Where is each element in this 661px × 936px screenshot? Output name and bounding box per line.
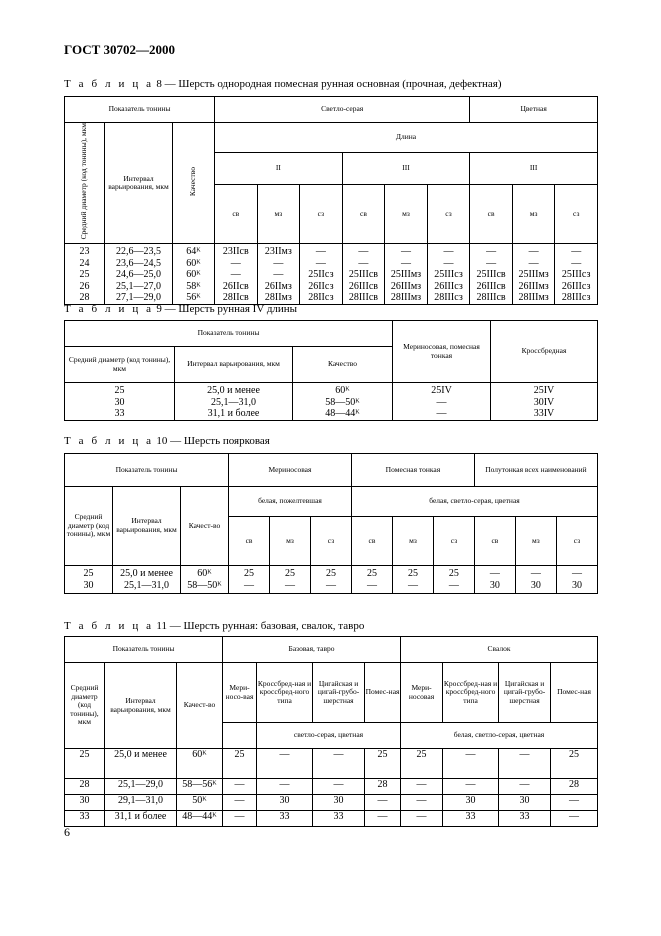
t11-cell-value: —	[551, 795, 598, 811]
t11-cell-quality: 50ᴷ	[177, 795, 223, 811]
t11-row	[65, 795, 598, 811]
t10-sub: св	[474, 517, 515, 566]
t11-h-interval: Интервал варьирования, мкм	[105, 663, 177, 749]
document-header: ГОСТ 30702—2000	[64, 42, 176, 57]
t11-cell-value: —	[401, 811, 443, 827]
t9-col-merino: 25IV — —	[393, 383, 491, 421]
t11-cell-value: —	[443, 779, 499, 795]
t11-cell-value: —	[313, 749, 365, 779]
t11-cell-interval: 31,1 и более	[105, 811, 177, 827]
t10-sub: сз	[310, 517, 351, 566]
t11-cell-value: —	[443, 749, 499, 779]
t11-cell-value: 30	[257, 795, 313, 811]
t11-cell-value: —	[257, 779, 313, 795]
t9-h-interval: Интервал варьирования, мкм	[175, 347, 293, 383]
t8-h-quality: Качество	[188, 166, 198, 196]
t11-cell-mean: 25	[65, 749, 105, 779]
t11-cell-value: —	[365, 795, 401, 811]
t11-cell-value: —	[551, 811, 598, 827]
t8-col: — — 25IIIсз 26IIIсз 28IIIсз	[427, 244, 470, 305]
t10-h-crossfine: Помесная тонкая	[351, 454, 474, 487]
t11-cell-value: —	[223, 795, 257, 811]
t10-col: — 30	[515, 566, 556, 594]
t11-cell-value: —	[257, 749, 313, 779]
t11-cell-value: 33	[499, 811, 551, 827]
t8-g-II: II	[215, 152, 343, 184]
t10-col: 25 —	[392, 566, 433, 594]
t10-col: 25 —	[229, 566, 270, 594]
t10-col: 25 —	[351, 566, 392, 594]
t11-h-index: Показатель тонины	[65, 637, 223, 663]
table-8-label: Т а б л и ц а	[64, 78, 154, 90]
t8-h-color: Цветная	[470, 97, 598, 123]
t8-col: — — 25IIIсз 26IIIсз 28IIIсз	[555, 244, 598, 305]
t11-h-pomes: Помес-ная	[365, 663, 401, 723]
t11-h-merino: Мери-носо-вая	[223, 663, 257, 723]
t9-col-quality: 60ᴷ 58—50ᴷ 48—44ᴷ	[293, 383, 393, 421]
t9-h-merino: Мериносовая, помесная тонкая	[393, 321, 491, 383]
table-9-label: Т а б л и ц а	[64, 303, 154, 315]
t8-col: — — 25IIIмз 26IIIмз 28IIIмз	[512, 244, 555, 305]
t10-h-semi: Полутонкая всех наименований	[474, 454, 597, 487]
t8-h-length: Длина	[215, 123, 598, 153]
table-10-caption	[64, 435, 270, 447]
t11-h-svalok: Свалок	[401, 637, 598, 663]
table-8	[64, 96, 598, 305]
t11-h-pomes2: Помес-ная	[551, 663, 598, 723]
t8-col: — — 25IIIмз 26IIIмз 28IIIмз	[385, 244, 428, 305]
t11-cell-value: 28	[365, 779, 401, 795]
t8-col-interval: 22,6—23,5 23,6—24,5 24,6—25,0 25,1—27,0 27,1—29,0	[105, 244, 173, 305]
t11-h-merino2: Мери-носовая	[401, 663, 443, 723]
t8-sub: св	[342, 184, 385, 243]
t10-h-mean: Средний диаметр (код тонины), мкм	[65, 487, 113, 566]
t9-col-mean: 25 30 33	[65, 383, 175, 421]
t11-cell-value: —	[313, 779, 365, 795]
t11-h-color1: светло-серая, цветная	[257, 723, 401, 749]
t8-sub: мз	[385, 184, 428, 243]
t9-h-index: Показатель тонины	[65, 321, 393, 347]
table-10	[64, 453, 598, 594]
table-9-title: 9 — Шерсть рунная IV длины	[156, 303, 298, 315]
t11-row	[65, 749, 598, 779]
t8-col: — — 25IIсз 26IIсз 28IIсз	[300, 244, 343, 305]
t8-g-III2: III	[470, 152, 598, 184]
t11-cell-value: —	[401, 795, 443, 811]
t11-cell-value: —	[223, 779, 257, 795]
t10-sub: сз	[433, 517, 474, 566]
t11-cell-value: 25	[551, 749, 598, 779]
t11-cell-interval: 29,1—31,0	[105, 795, 177, 811]
t8-col: 23IIмз — — 26IIмз 28IIмз	[257, 244, 300, 305]
t11-h-tsigai2: Цигайская и цигай-грубо-шерстная	[499, 663, 551, 723]
t8-h-interval: Интервал варьирования, мкм	[105, 123, 173, 244]
t11-cell-mean: 33	[65, 811, 105, 827]
t9-col-interval: 25,0 и менее 25,1—31,0 31,1 и более	[175, 383, 293, 421]
t11-cell-value: 25	[401, 749, 443, 779]
t10-h-merino: Мериносовая	[229, 454, 352, 487]
t10-h-quality: Качест-во	[181, 487, 229, 566]
t11-h-tsigai: Цигайская и цигай-грубо-шерстная	[313, 663, 365, 723]
t10-sub: св	[351, 517, 392, 566]
table-8-caption	[64, 78, 502, 90]
t11-row	[65, 779, 598, 795]
t10-sub: сз	[556, 517, 597, 566]
table-10-label: Т а б л и ц а	[64, 435, 154, 447]
t8-col-quality: 64ᴷ 60ᴷ 60ᴷ 58ᴷ 56ᴷ	[173, 244, 215, 305]
t10-col-interval: 25,0 и менее 25,1—31,0	[113, 566, 181, 594]
t10-col: 25 —	[433, 566, 474, 594]
t8-sub: мз	[257, 184, 300, 243]
t10-col: — 30	[474, 566, 515, 594]
t10-h-interval: Интервал варьирования, мкм	[113, 487, 181, 566]
t8-col: 23IIсв — — 26IIсв 28IIсв	[215, 244, 258, 305]
table-8-title: 8 — Шерсть однородная помесная рунная основная (прочная, дефектная)	[156, 78, 502, 90]
t11-h-mean: Средний диаметр (код тонины), мкм	[65, 663, 105, 749]
t11-h-crossbred: Кроссбред-ная и кроссбред-ного типа	[257, 663, 313, 723]
table-11-title: 11 — Шерсть рунная: базовая, свалок, тавро	[156, 620, 365, 632]
t11-cell-value: —	[499, 749, 551, 779]
t11-cell-value: 33	[443, 811, 499, 827]
t11-cell-value: 30	[313, 795, 365, 811]
t11-cell-mean: 28	[65, 779, 105, 795]
t9-h-quality: Качество	[293, 347, 393, 383]
t10-col: 25 —	[310, 566, 351, 594]
t11-cell-quality: 48—44ᴷ	[177, 811, 223, 827]
t10-h-index: Показатель тонины	[65, 454, 229, 487]
table-10-title: 10 — Шерсть поярковая	[156, 435, 270, 447]
t8-h-light: Светло-серая	[215, 97, 470, 123]
t11-h-base: Базовая, тавро	[223, 637, 401, 663]
t8-sub: сз	[555, 184, 598, 243]
t9-h-mean: Средний диаметр (код тонины), мкм	[65, 347, 175, 383]
t10-sub: мз	[392, 517, 433, 566]
t8-h-index: Показатель тонины	[65, 97, 215, 123]
t10-col-mean: 25 30	[65, 566, 113, 594]
t11-cell-value: 25	[365, 749, 401, 779]
t8-sub: св	[215, 184, 258, 243]
t11-row	[65, 811, 598, 827]
t11-cell-value: 30	[499, 795, 551, 811]
t10-col: 25 —	[270, 566, 311, 594]
t10-sub: мз	[515, 517, 556, 566]
table-11-label: Т а б л и ц а	[64, 620, 154, 632]
t10-sub: мз	[270, 517, 311, 566]
t11-cell-value: 25	[223, 749, 257, 779]
t11-cell-interval: 25,0 и менее	[105, 749, 177, 779]
t10-sub: св	[229, 517, 270, 566]
t10-col-quality: 60ᴷ 58—50ᴷ	[181, 566, 229, 594]
t10-h-white: белая, пожелтевшая	[229, 487, 352, 517]
t8-col: — — 25IIIсв 26IIIсв 28IIIсв	[470, 244, 513, 305]
t11-cell-value: 30	[443, 795, 499, 811]
t10-col: — 30	[556, 566, 597, 594]
t11-cell-value: —	[401, 779, 443, 795]
t9-h-cross: Кроссбредная	[491, 321, 598, 383]
t8-col: — — 25IIIсв 26IIIсв 28IIIсв	[342, 244, 385, 305]
t8-col-mean: 23 24 25 26 28	[65, 244, 105, 305]
t8-g-III1: III	[342, 152, 470, 184]
t11-cell-interval: 25,1—29,0	[105, 779, 177, 795]
t11-cell-quality: 58—56ᴷ	[177, 779, 223, 795]
t8-sub: сз	[427, 184, 470, 243]
t8-sub: св	[470, 184, 513, 243]
t11-cell-value: —	[499, 779, 551, 795]
table-11	[64, 636, 598, 827]
t8-h-mean: Средний диаметр (код тонины), мкм	[79, 123, 89, 240]
t11-cell-value: 33	[313, 811, 365, 827]
t11-cell-value: 28	[551, 779, 598, 795]
t11-cell-value: 33	[257, 811, 313, 827]
t11-cell-quality: 60ᴷ	[177, 749, 223, 779]
t9-col-cross: 25IV 30IV 33IV	[491, 383, 598, 421]
t11-cell-value: —	[365, 811, 401, 827]
table-11-caption	[64, 620, 364, 632]
table-9-caption	[64, 303, 297, 315]
t8-sub: мз	[512, 184, 555, 243]
t8-sub: сз	[300, 184, 343, 243]
t11-h-quality: Качест-во	[177, 663, 223, 749]
table-9	[64, 320, 598, 421]
t10-h-white2: белая, светло-серая, цветная	[351, 487, 597, 517]
t11-cell-value: —	[223, 811, 257, 827]
t11-cell-mean: 30	[65, 795, 105, 811]
t11-h-color2: белая, светло-серая, цветная	[401, 723, 598, 749]
t11-h-crossbred2: Кроссбред-ная и кроссбред-ного типа	[443, 663, 499, 723]
page-number: 6	[64, 825, 70, 839]
